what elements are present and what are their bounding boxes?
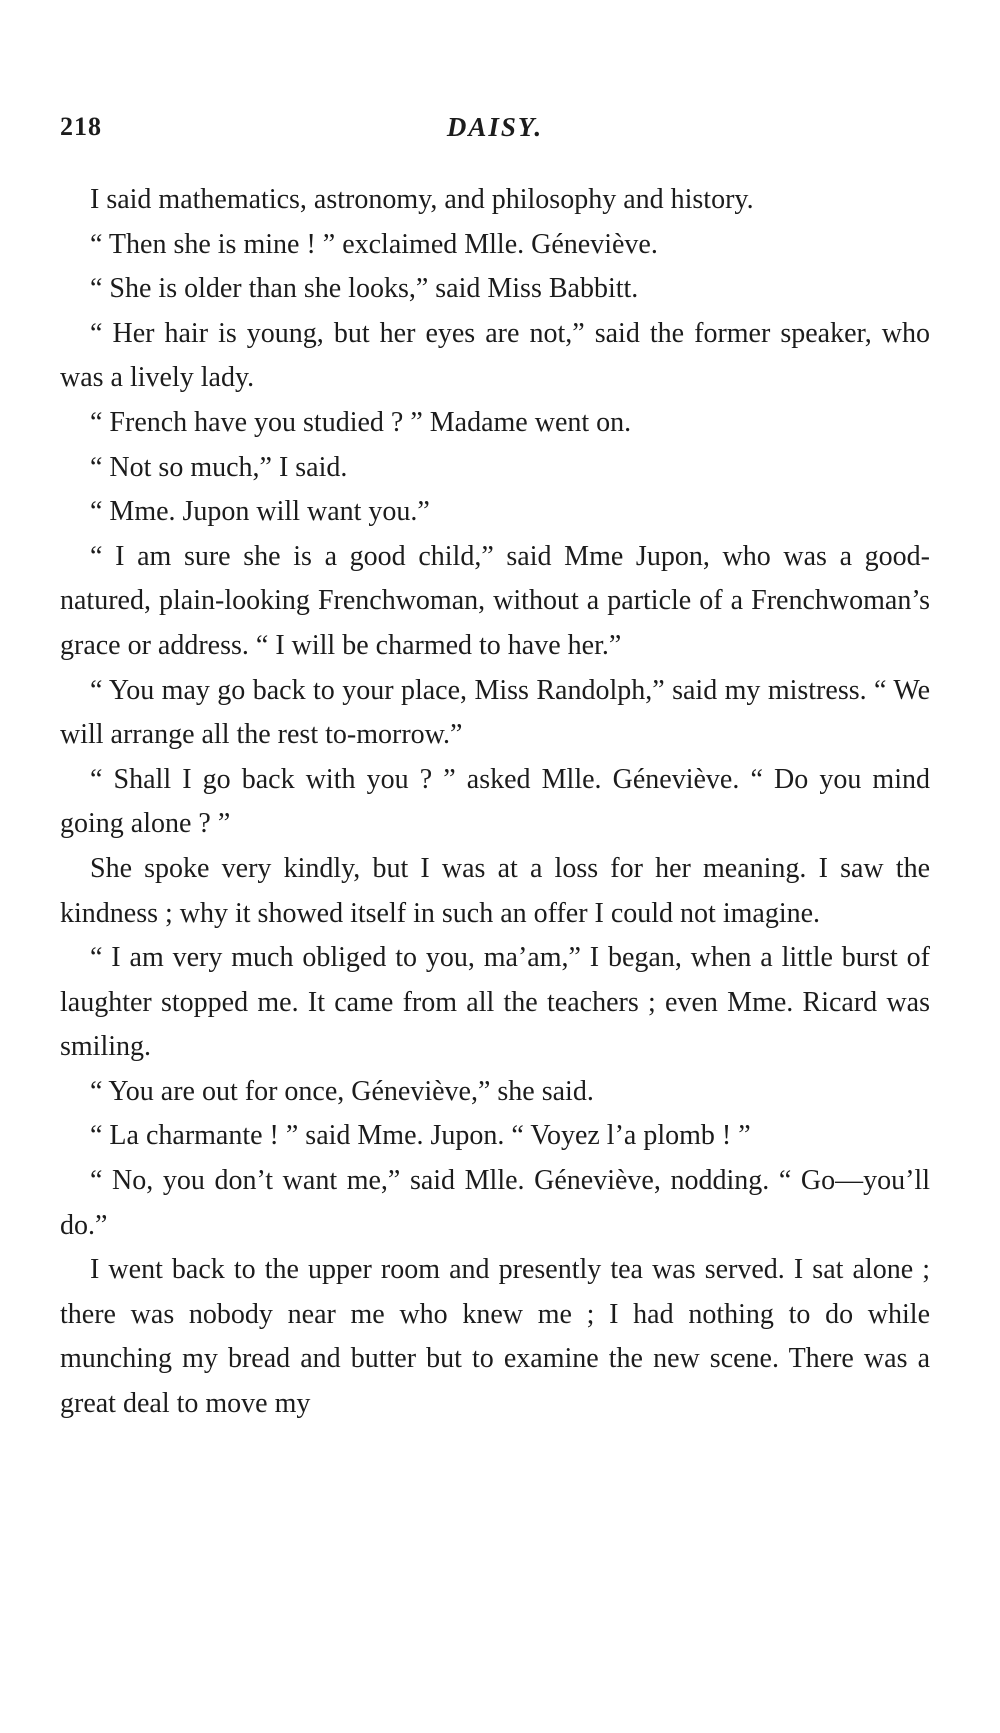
paragraph: “ You may go back to your place, Miss Randolph,” said my mistress. “ We will arrange all the rest to-morrow.”: [60, 674, 930, 751]
running-title: DAISY.: [446, 112, 544, 142]
running-head: [60, 112, 930, 152]
paragraph: “ La charmante ! ” said Mme. Jupon. “ Voyez l’a plomb ! ”: [90, 1120, 751, 1152]
paragraph: “ I am very much obliged to you, ma’am,” I began, when a little burst of laughter stopped me. It came from all the teachers ; even Mme. Ricard was smiling.: [60, 942, 930, 1063]
paragraph: “ Shall I go back with you ? ” asked Mlle. Géneviève. “ Do you mind going alone ? ”: [60, 763, 930, 840]
paragraph: “ Then she is mine ! ” exclaimed Mlle. Géneviève.: [90, 228, 658, 260]
paragraph: “ She is older than she looks,” said Miss Babbitt.: [90, 273, 639, 305]
paragraph: I said mathematics, astronomy, and philosophy and history.: [90, 184, 754, 215]
paragraph: “ You are out for once, Géneviève,” she said.: [90, 1075, 594, 1107]
paragraph: “ Not so much,” I said.: [90, 451, 348, 483]
paragraph: “ I am sure she is a good child,” said Mme Jupon, who was a good-natured, plain-looking Frenchwoman, without a particle of a Frenchwoman’s grace or address. “ I will be charmed to have her.”: [60, 540, 930, 661]
paragraph: “ French have you studied ? ” Madame went on.: [90, 406, 632, 438]
paragraph: She spoke very kindly, but I was at a loss for her meaning. I saw the kindness ; why it showed itself in such an offer I could not imagine.: [60, 852, 930, 929]
page-number: 218: [60, 112, 102, 141]
paragraph: I went back to the upper room and presently tea was served. I sat alone ; there was nobody near me who knew me ; I had nothing to do while munching my bread and butter but to examine the new scene. There was a great deal to move my: [60, 1254, 930, 1420]
paragraph: “ Mme. Jupon will want you.”: [90, 496, 430, 528]
body-text: [60, 178, 930, 1427]
paragraph: “ No, you don’t want me,” said Mlle. Géneviève, nodding. “ Go—you’ll do.”: [60, 1165, 930, 1241]
paragraph: “ Her hair is young, but her eyes are not,” said the former speaker, who was a lively lady.: [60, 317, 930, 394]
